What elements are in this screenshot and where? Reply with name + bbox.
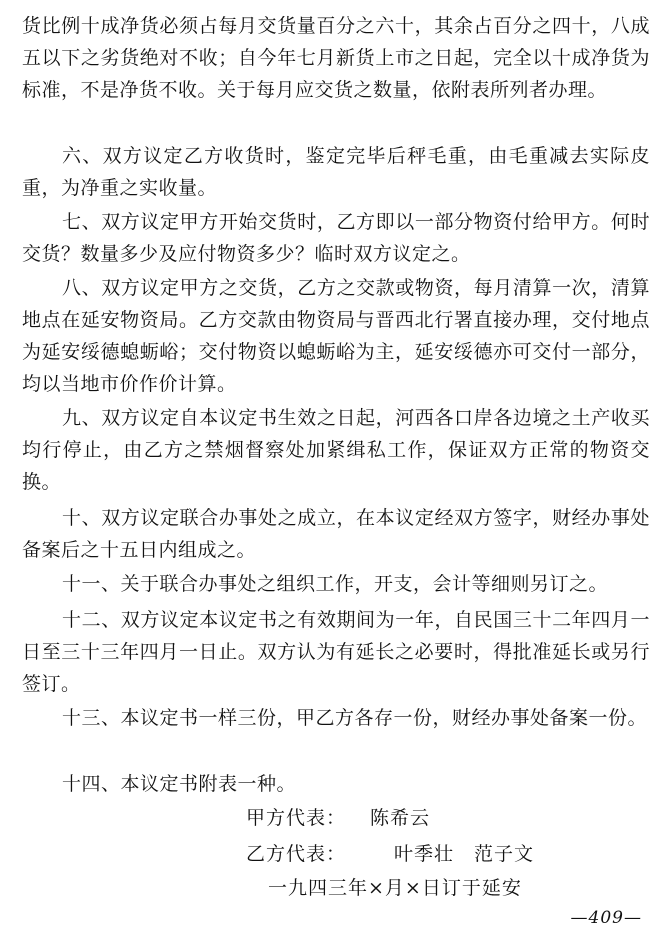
paragraph-article-6: 六、双方议定乙方收货时，鉴定完毕后秤毛重，由毛重减去实际皮重，为净重之实收量。: [22, 145, 650, 199]
paragraph-article-7: 七、双方议定甲方开始交货时，乙方即以一部分物资付给甲方。何时交货？数量多少及应付物资多少？临时双方议定之。: [22, 211, 650, 265]
party-b-label: 乙方代表：: [246, 843, 347, 865]
party-b-names: 叶季壮 范子文: [394, 843, 535, 865]
paragraph-article-10: 十、双方议定联合办事处之成立，在本议定经双方签字，财经办事处备案后之十五日内组成之。: [22, 507, 650, 561]
paragraph-article-9: 九、双方议定自本议定书生效之日起，河西各口岸各边境之土产收买均行停止，由乙方之禁烟督察处加紧缉私工作，保证双方正常的物资交换。: [22, 407, 650, 493]
paragraph-article-13: 十三、本议定书一样三份，甲乙方各存一份，财经办事处备案一份。: [62, 707, 648, 729]
paragraph-continuation: 货比例十成净货必须占每月交货量百分之六十，其余占百分之四十，八成五以下之劣货绝对不收；自今年七月新货上市之日起，完全以十成净货为标准，不是净货不收。关于每月应交货之数量，依附表所列者办理。: [22, 15, 650, 101]
paragraph-article-12: 十二、双方议定本议定书之有效期间为一年，自民国三十二年四月一日至三十三年四月一日止。双方认为有延长之必要时，得批准延长或另行签订。: [22, 609, 650, 695]
party-a-name: 陈希云: [370, 807, 431, 829]
page-number: —409—: [570, 908, 642, 928]
party-a-label: 甲方代表：: [246, 807, 347, 829]
paragraph-article-14: 十四、本议定书附表一种。: [62, 773, 297, 795]
paragraph-article-11: 十一、关于联合办事处之组织工作，开支，会计等细则另订之。: [62, 573, 609, 595]
paragraph-article-8: 八、双方议定甲方之交货，乙方之交款或物资，每月清算一次，清算地点在延安物资局。乙方交款由物资局与晋西北行署直接办理，交付地点为延安绥德螅蛎峪；交付物资以螅蛎峪为主，延安绥德亦可交付一部分，均以当地市价作价计算。: [22, 277, 650, 395]
date-place: 一九四三年×月×日订于延安: [268, 877, 522, 899]
